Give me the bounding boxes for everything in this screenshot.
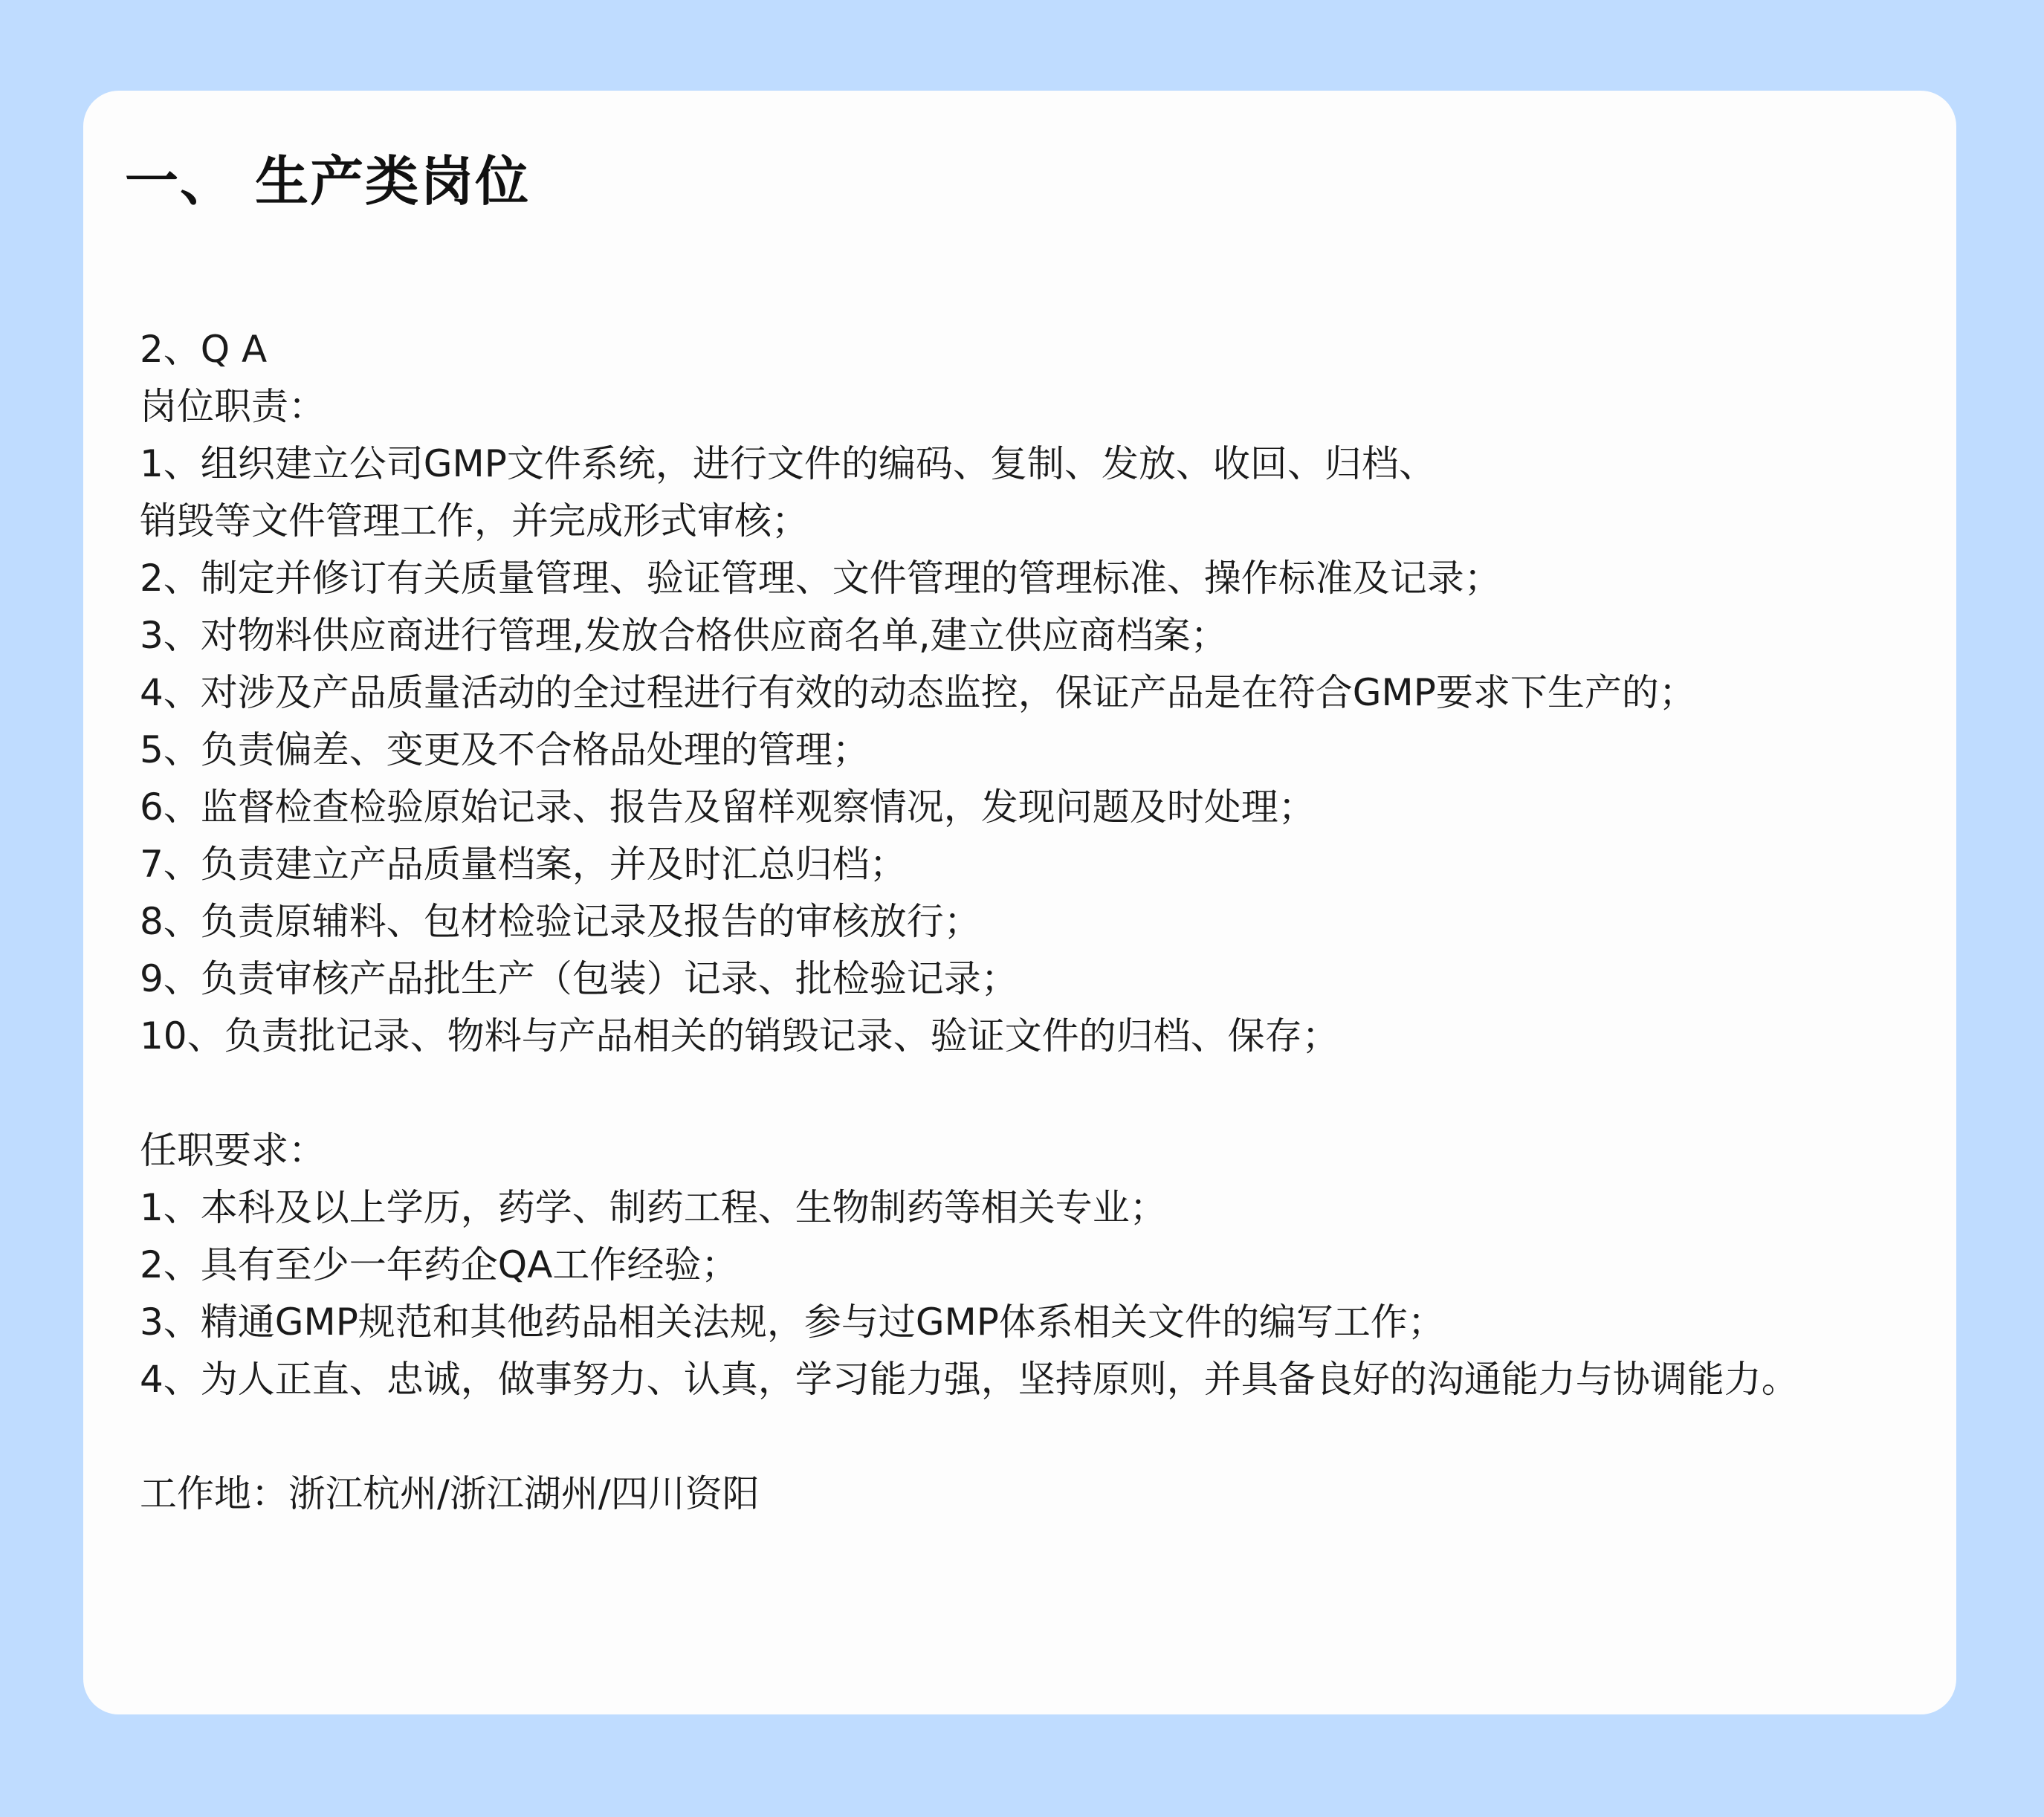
requirement-item: 4、为人正直、忠诚，做事努力、认真，学习能力强，坚持原则，并具备良好的沟通能力与协调能力。 (140, 1358, 1799, 1401)
content-card (83, 91, 1956, 1714)
duty-item: 10、负责批记录、物料与产品相关的销毁记录、验证文件的归档、保存； (140, 1014, 1339, 1058)
position-name: 2、Q A (140, 328, 268, 371)
duty-item: 4、对涉及产品质量活动的全过程进行有效的动态监控，保证产品是在符合GMP要求下生产的； (140, 671, 1696, 714)
spacer (140, 1065, 1938, 1122)
duty-item: 8、负责原辅料、包材检验记录及报告的审核放行； (140, 900, 981, 943)
duty-item: 7、负责建立产品质量档案，并及时汇总归档； (140, 843, 907, 886)
duty-item: 2、制定并修订有关质量管理、验证管理、文件管理的管理标准、操作标准及记录； (140, 557, 1501, 600)
duty-item: 6、监督检查检验原始记录、报告及留样观察情况，发现问题及时处理； (140, 786, 1316, 829)
job-description (140, 321, 1938, 1523)
duty-item: 3、对物料供应商进行管理,发放合格供应商名单,建立供应商档案； (140, 614, 1228, 657)
duty-item: 9、负责审核产品批生产（包装）记录、批检验记录； (140, 957, 1018, 1000)
duty-item: 销毁等文件管理工作，并完成形式审核； (140, 499, 809, 542)
duty-item: 5、负责偏差、变更及不合格品处理的管理； (140, 728, 870, 771)
spacer (140, 1408, 1938, 1465)
work-location: 工作地：浙江杭州/浙江湖州/四川资阳 (140, 1472, 760, 1515)
section-title: 一、 生产类岗位 (125, 150, 531, 213)
requirement-item: 3、精通GMP规范和其他药品相关法规，参与过GMP体系相关文件的编写工作； (140, 1301, 1445, 1344)
requirements-heading: 任职要求： (140, 1129, 326, 1172)
requirement-item: 2、具有至少一年药企QA工作经验； (140, 1243, 739, 1286)
requirement-item: 1、本科及以上学历，药学、制药工程、生物制药等相关专业； (140, 1186, 1167, 1229)
duty-item: 1、组织建立公司GMP文件系统，进行文件的编码、复制、发放、收回、归档、 (140, 442, 1436, 485)
duties-heading: 岗位职责： (140, 385, 326, 428)
